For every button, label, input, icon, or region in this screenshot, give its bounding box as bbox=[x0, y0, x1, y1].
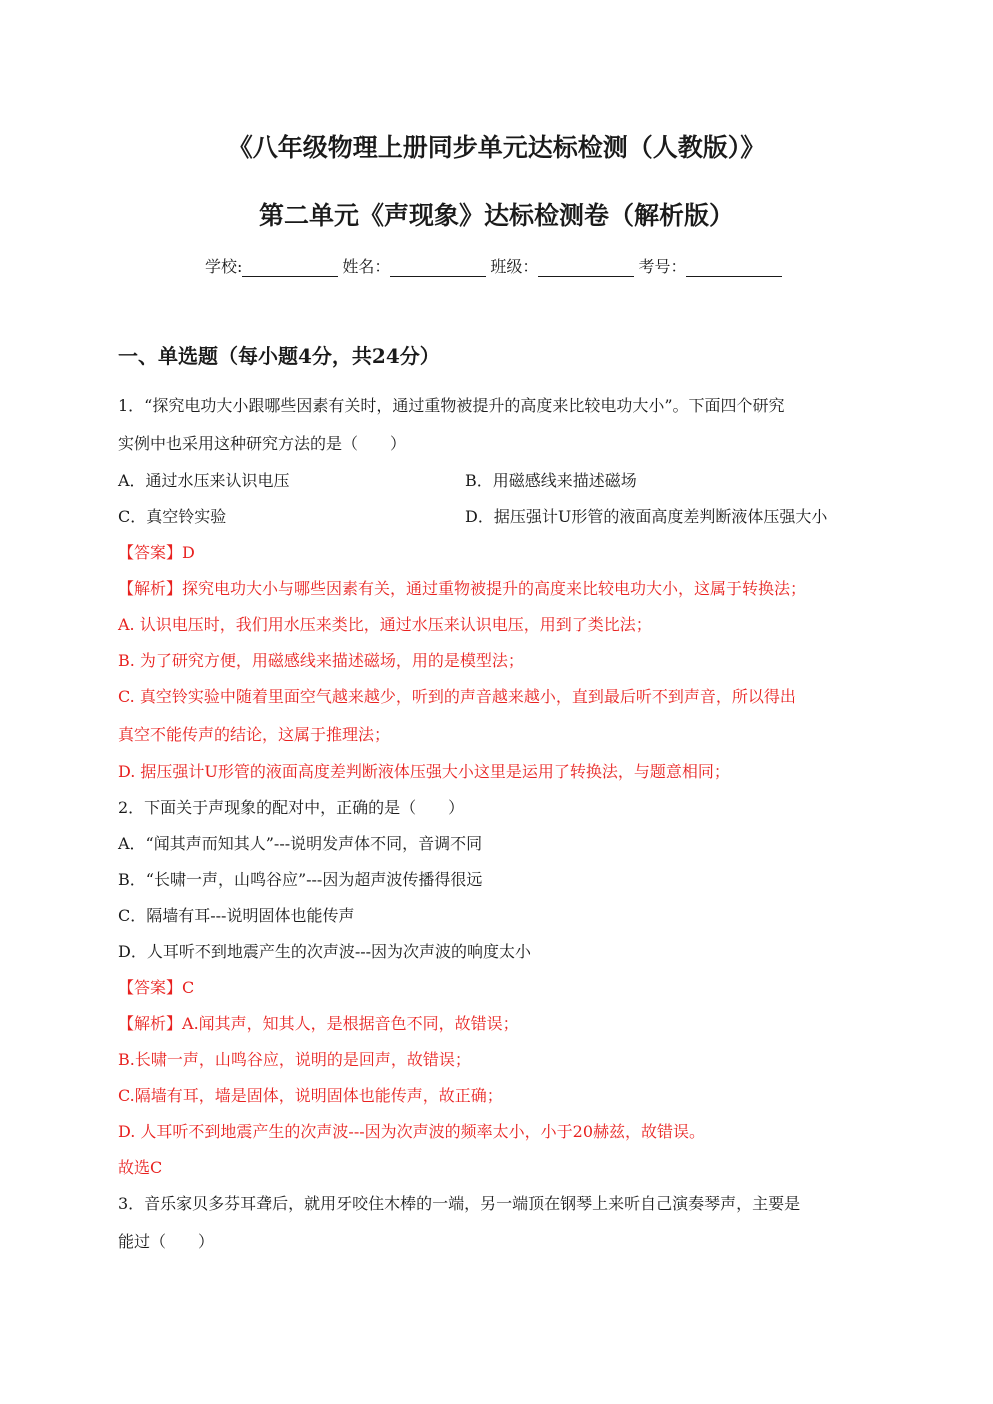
document-title: 《八年级物理上册同步单元达标检测（人教版）》 bbox=[227, 133, 766, 162]
q1-analysis-line4: C. 真空铃实验中随着里面空气越来越少，听到的声音越来越小，直到最后听不到声音，所以得出 bbox=[118, 687, 796, 706]
analysis-text: A.闻其声，知其人，是根据音色不同，故错误； bbox=[182, 1014, 519, 1033]
q1-analysis-line5: 真空不能传声的结论，这属于推理法； bbox=[118, 725, 391, 744]
q1-analysis-line6: D. 据压强计U形管的液面高度差判断液体压强大小这里是运用了转换法，与题意相同； bbox=[118, 762, 730, 781]
class-label: 班级： bbox=[490, 257, 539, 276]
q1-analysis-line1 bbox=[118, 576, 806, 599]
q2-analysis-line4: D. 人耳听不到地震产生的次声波---因为次声波的频率太小，小于20赫兹，故错误。 bbox=[118, 1122, 706, 1141]
q2-analysis-line1 bbox=[118, 1011, 519, 1034]
q2-answer bbox=[118, 975, 194, 998]
q1-answer bbox=[118, 540, 195, 563]
analysis-tag: 【解析】 bbox=[118, 579, 183, 598]
student-info-row bbox=[205, 254, 786, 277]
name-blank bbox=[390, 258, 486, 277]
school-label: 学校: bbox=[205, 257, 243, 276]
school-blank bbox=[242, 258, 338, 277]
q3-stem-line2: 能过（ ） bbox=[118, 1232, 215, 1251]
q1-option-c: C．真空铃实验 bbox=[118, 507, 227, 526]
q2-stem: 2．下面关于声现象的配对中，正确的是（ ） bbox=[118, 798, 465, 817]
q1-analysis-line2: A. 认识电压时，我们用水压来类比，通过水压来认识电压，用到了类比法； bbox=[118, 615, 652, 634]
number-label: 考号： bbox=[638, 257, 687, 276]
number-blank bbox=[686, 258, 782, 277]
section-heading: 一、单选题（每小题4分，共24分） bbox=[118, 344, 440, 368]
name-label: 姓名： bbox=[342, 257, 391, 276]
analysis-text: 探究电功大小与哪些因素有关，通过重物被提升的高度来比较电功大小，这属于转换法； bbox=[182, 579, 807, 598]
q2-analysis-line3: C.隔墙有耳，墙是固体，说明固体也能传声，故正确； bbox=[118, 1086, 503, 1105]
answer-tag: 【答案】 bbox=[118, 543, 183, 562]
q1-stem-line2: 实例中也采用这种研究方法的是（ ） bbox=[118, 434, 407, 453]
analysis-tag: 【解析】 bbox=[118, 1014, 183, 1033]
q1-option-d: D．据压强计U形管的液面高度差判断液体压强大小 bbox=[465, 507, 828, 526]
q2-option-a: A．“闻其声而知其人”---说明发声体不同，音调不同 bbox=[118, 834, 483, 853]
q2-option-c: C．隔墙有耳---说明固体也能传声 bbox=[118, 906, 355, 925]
class-blank bbox=[538, 258, 634, 277]
q1-stem-line1: 1．“探究电功大小跟哪些因素有关时，通过重物被提升的高度来比较电功大小”。下面四个研究 bbox=[118, 396, 785, 415]
q3-stem-line1: 3．音乐家贝多芬耳聋后，就用牙咬住木棒的一端，另一端顶在钢琴上来听自己演奏琴声，主要是 bbox=[118, 1194, 801, 1213]
document-subtitle: 第二单元《声现象》达标检测卷（解析版） bbox=[258, 201, 734, 230]
answer-value: C bbox=[182, 978, 195, 997]
q2-conclusion: 故选C bbox=[118, 1158, 163, 1177]
q2-option-d: D．人耳听不到地震产生的次声波---因为次声波的响度太小 bbox=[118, 942, 532, 961]
answer-value: D bbox=[182, 543, 195, 562]
q1-analysis-line3: B. 为了研究方便，用磁感线来描述磁场，用的是模型法； bbox=[118, 651, 524, 670]
q1-option-b: B．用磁感线来描述磁场 bbox=[465, 471, 637, 490]
q2-option-b: B．“长啸一声，山鸣谷应”---因为超声波传播得很远 bbox=[118, 870, 483, 889]
q1-option-a: A．通过水压来认识电压 bbox=[118, 471, 290, 490]
q2-analysis-line2: B.长啸一声，山鸣谷应，说明的是回声，故错误； bbox=[118, 1050, 471, 1069]
answer-tag: 【答案】 bbox=[118, 978, 183, 997]
